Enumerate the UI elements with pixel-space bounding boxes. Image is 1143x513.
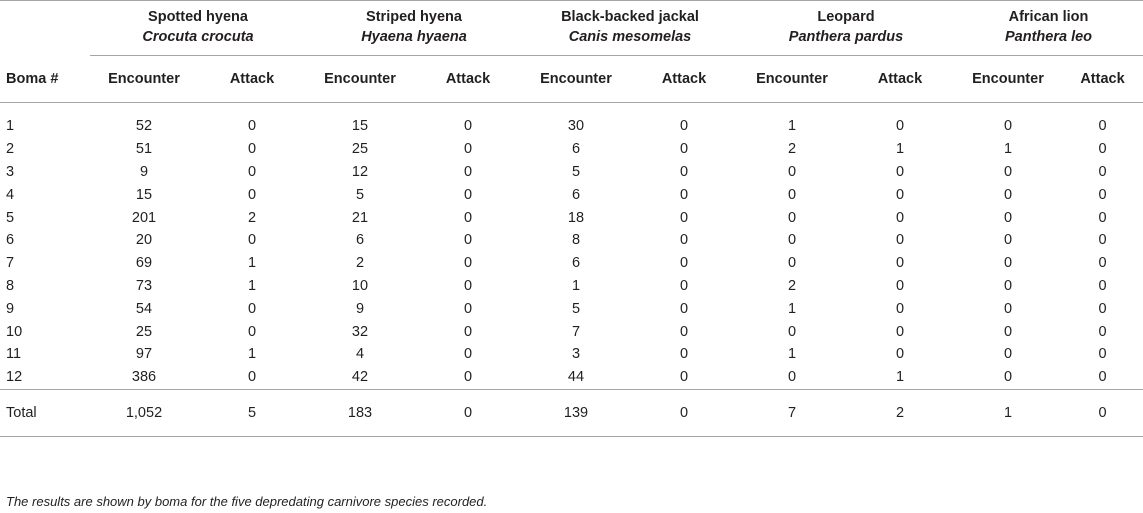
encounter-cell: 0 xyxy=(787,255,797,272)
encounter-cell: 44 xyxy=(567,369,585,386)
species-latin-name: Panthera leo xyxy=(1004,29,1093,45)
boma-number-cell: 2 xyxy=(6,141,15,158)
attack-cell: 0 xyxy=(463,209,473,226)
encounter-cell: 0 xyxy=(787,209,797,226)
encounter-cell: 0 xyxy=(1003,118,1013,135)
encounter-cell: 1 xyxy=(787,118,797,135)
header-encounter: Encounter xyxy=(324,71,396,87)
encounter-cell: 5 xyxy=(571,163,581,180)
encounter-cell: 9 xyxy=(355,300,365,317)
header-encounter: Encounter xyxy=(972,71,1044,87)
boma-number-cell: 8 xyxy=(6,277,15,294)
total-encounter-cell: 1 xyxy=(1003,404,1013,421)
species-common-name: Black-backed jackal xyxy=(561,9,699,25)
species-common-name: African lion xyxy=(1008,9,1089,25)
encounter-cell: 1 xyxy=(1003,141,1013,158)
attack-cell: 1 xyxy=(895,141,905,158)
encounter-cell: 25 xyxy=(135,323,153,340)
boma-number-cell: 3 xyxy=(6,163,15,180)
encounter-cell: 0 xyxy=(1003,163,1013,180)
attack-cell: 0 xyxy=(679,163,689,180)
attack-cell: 0 xyxy=(463,163,473,180)
attack-cell: 0 xyxy=(1098,277,1107,294)
encounter-cell: 2 xyxy=(787,277,797,294)
attack-cell: 0 xyxy=(679,277,689,294)
total-encounter-cell: 1,052 xyxy=(125,404,163,421)
encounter-cell: 5 xyxy=(571,300,581,317)
attack-cell: 0 xyxy=(463,232,473,249)
header-attack: Attack xyxy=(661,71,707,87)
encounter-cell: 6 xyxy=(571,255,581,272)
total-row xyxy=(0,390,1143,437)
species-latin-name: Hyaena hyaena xyxy=(361,29,467,45)
encounter-cell: 0 xyxy=(1003,232,1013,249)
attack-cell: 0 xyxy=(895,255,905,272)
encounter-cell: 0 xyxy=(1003,209,1013,226)
encounter-cell: 2 xyxy=(355,255,365,272)
attack-cell: 0 xyxy=(895,186,905,203)
attack-cell: 0 xyxy=(679,209,689,226)
attack-cell: 0 xyxy=(679,323,689,340)
species-header-row xyxy=(0,1,1143,26)
header-attack: Attack xyxy=(229,71,275,87)
empty-corner xyxy=(0,26,90,56)
encounter-cell: 0 xyxy=(787,369,797,386)
attack-cell: 0 xyxy=(1098,232,1107,249)
attack-cell: 0 xyxy=(679,369,689,386)
table-row xyxy=(0,183,1143,206)
encounter-cell: 12 xyxy=(351,163,369,180)
table-footnote: The results are shown by boma for the five depredating carnivore species recorded. xyxy=(6,494,488,509)
encounter-cell: 0 xyxy=(787,323,797,340)
attack-cell: 0 xyxy=(895,232,905,249)
attack-cell: 0 xyxy=(463,346,473,363)
encounter-cell: 20 xyxy=(135,232,153,249)
attack-cell: 0 xyxy=(1098,141,1107,158)
attack-cell: 0 xyxy=(1098,300,1107,317)
encounter-cell: 0 xyxy=(787,163,797,180)
column-header-row xyxy=(0,56,1143,103)
boma-number-cell: 7 xyxy=(6,255,15,272)
attack-cell: 0 xyxy=(247,300,257,317)
attack-cell: 0 xyxy=(247,141,257,158)
encounter-cell: 3 xyxy=(571,346,581,363)
encounter-cell: 1 xyxy=(571,277,581,294)
encounter-cell: 4 xyxy=(355,346,365,363)
attack-cell: 0 xyxy=(679,141,689,158)
species-common-name: Striped hyena xyxy=(366,9,462,25)
encounter-cell: 0 xyxy=(1003,277,1013,294)
header-attack: Attack xyxy=(877,71,923,87)
species-latin-row xyxy=(0,26,1143,56)
attack-cell: 0 xyxy=(463,300,473,317)
species-common-name: Spotted hyena xyxy=(148,9,248,25)
species-latin-name: Canis mesomelas xyxy=(568,29,692,45)
header-encounter: Encounter xyxy=(756,71,828,87)
attack-cell: 0 xyxy=(895,209,905,226)
encounter-cell: 5 xyxy=(355,186,365,203)
attack-cell: 1 xyxy=(247,346,257,363)
encounter-cell: 0 xyxy=(1003,300,1013,317)
total-attack-cell: 2 xyxy=(895,404,905,421)
encounter-cell: 0 xyxy=(1003,323,1013,340)
empty-corner xyxy=(0,1,90,26)
attack-cell: 0 xyxy=(679,300,689,317)
encounter-cell: 0 xyxy=(787,232,797,249)
encounter-cell: 42 xyxy=(351,369,369,386)
total-attack-cell: 0 xyxy=(679,404,689,421)
table-row xyxy=(0,320,1143,343)
attack-cell: 0 xyxy=(895,323,905,340)
attack-cell: 0 xyxy=(463,141,473,158)
attack-cell: 0 xyxy=(1098,186,1107,203)
attack-cell: 0 xyxy=(463,369,473,386)
boma-number-cell: 4 xyxy=(6,186,15,203)
encounter-cell: 0 xyxy=(1003,186,1013,203)
table-body xyxy=(0,115,1143,389)
encounter-cell: 52 xyxy=(135,118,153,135)
header-attack: Attack xyxy=(1080,71,1125,87)
attack-cell: 0 xyxy=(463,323,473,340)
encounter-cell: 25 xyxy=(351,141,369,158)
attack-cell: 0 xyxy=(463,255,473,272)
attack-cell: 0 xyxy=(1098,323,1107,340)
encounter-cell: 0 xyxy=(1003,369,1013,386)
total-attack-cell: 0 xyxy=(1098,404,1107,421)
boma-number-cell: 12 xyxy=(6,369,23,386)
attack-cell: 0 xyxy=(679,255,689,272)
encounter-cell: 73 xyxy=(135,277,153,294)
attack-cell: 0 xyxy=(895,300,905,317)
attack-cell: 0 xyxy=(247,118,257,135)
encounter-cell: 54 xyxy=(135,300,153,317)
table-row xyxy=(0,297,1143,320)
attack-cell: 1 xyxy=(247,255,257,272)
attack-cell: 0 xyxy=(1098,118,1107,135)
encounter-cell: 15 xyxy=(135,186,153,203)
encounter-cell: 6 xyxy=(571,186,581,203)
table-row xyxy=(0,115,1143,138)
attack-cell: 0 xyxy=(895,277,905,294)
attack-cell: 0 xyxy=(247,369,257,386)
boma-number-cell: 11 xyxy=(6,346,22,363)
encounter-cell: 6 xyxy=(355,232,365,249)
encounter-cell: 8 xyxy=(571,232,581,249)
attack-cell: 0 xyxy=(1098,255,1107,272)
attack-cell: 0 xyxy=(247,163,257,180)
attack-cell: 0 xyxy=(679,118,689,135)
spacer-row xyxy=(0,103,1143,115)
boma-number-cell: 6 xyxy=(6,232,15,249)
encounter-cell: 97 xyxy=(135,346,153,363)
attack-cell: 0 xyxy=(679,232,689,249)
attack-cell: 0 xyxy=(463,118,473,135)
attack-cell: 0 xyxy=(1098,346,1107,363)
attack-cell: 0 xyxy=(679,346,689,363)
attack-cell: 0 xyxy=(679,186,689,203)
table-row xyxy=(0,275,1143,298)
header-encounter: Encounter xyxy=(108,71,180,87)
encounter-cell: 30 xyxy=(567,118,585,135)
boma-number-cell: 10 xyxy=(6,323,23,340)
attack-cell: 1 xyxy=(247,277,257,294)
attack-cell: 0 xyxy=(895,118,905,135)
encounter-cell: 69 xyxy=(135,255,153,272)
attack-cell: 0 xyxy=(1098,163,1107,180)
encounter-cell: 21 xyxy=(351,209,369,226)
table-row xyxy=(0,161,1143,184)
encounter-cell: 386 xyxy=(131,369,157,386)
encounter-cell: 1 xyxy=(787,346,797,363)
encounter-cell: 0 xyxy=(1003,346,1013,363)
total-label: Total xyxy=(6,404,37,421)
encounter-cell: 6 xyxy=(571,141,581,158)
attack-cell: 0 xyxy=(247,323,257,340)
encounter-cell: 7 xyxy=(571,323,581,340)
attack-cell: 0 xyxy=(895,346,905,363)
attack-cell: 0 xyxy=(463,186,473,203)
encounter-cell: 1 xyxy=(787,300,797,317)
encounter-cell: 32 xyxy=(351,323,369,340)
table-row xyxy=(0,252,1143,275)
total-attack-cell: 0 xyxy=(463,404,473,421)
encounter-cell: 51 xyxy=(135,141,153,158)
encounter-cell: 18 xyxy=(567,209,585,226)
boma-number-cell: 9 xyxy=(6,300,15,317)
boma-number-cell: 1 xyxy=(6,118,15,135)
total-encounter-cell: 139 xyxy=(563,404,589,421)
species-latin-name: Crocuta crocuta xyxy=(142,29,254,45)
species-common-name: Leopard xyxy=(817,9,875,25)
encounter-cell: 15 xyxy=(351,118,369,135)
attack-cell: 0 xyxy=(463,277,473,294)
attack-cell: 0 xyxy=(895,163,905,180)
table-row xyxy=(0,366,1143,389)
encounter-cell: 201 xyxy=(131,209,157,226)
boma-number-cell: 5 xyxy=(6,209,15,226)
attack-cell: 1 xyxy=(895,369,905,386)
header-encounter: Encounter xyxy=(540,71,612,87)
attack-cell: 0 xyxy=(1098,209,1107,226)
attack-cell: 2 xyxy=(247,209,257,226)
table-row xyxy=(0,229,1143,252)
encounter-cell: 2 xyxy=(787,141,797,158)
attack-cell: 0 xyxy=(247,232,257,249)
attack-cell: 0 xyxy=(247,186,257,203)
table-row xyxy=(0,206,1143,229)
total-encounter-cell: 7 xyxy=(787,404,797,421)
encounter-cell: 9 xyxy=(139,163,149,180)
total-attack-cell: 5 xyxy=(247,404,257,421)
encounter-cell: 0 xyxy=(787,186,797,203)
species-latin-name: Panthera pardus xyxy=(788,29,904,45)
table-row xyxy=(0,343,1143,366)
header-boma: Boma # xyxy=(6,71,59,87)
total-encounter-cell: 183 xyxy=(347,404,373,421)
attack-cell: 0 xyxy=(1098,369,1107,386)
bottom-rule xyxy=(0,436,1143,437)
table-row xyxy=(0,138,1143,161)
encounter-cell: 10 xyxy=(351,277,369,294)
encounter-cell: 0 xyxy=(1003,255,1013,272)
header-attack: Attack xyxy=(445,71,491,87)
